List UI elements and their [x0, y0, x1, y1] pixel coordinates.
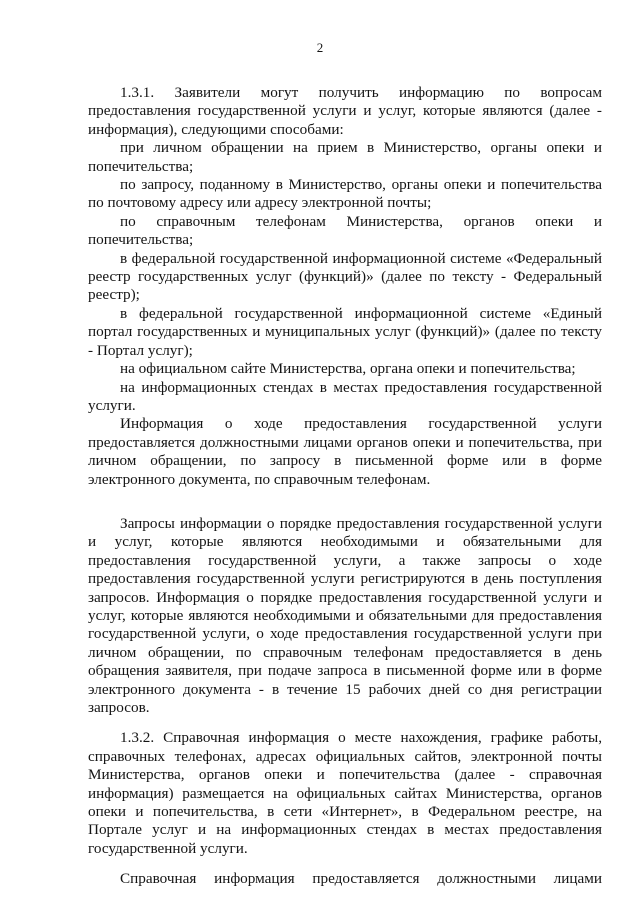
- paragraph-progress-info: Информация о ходе предоставления государственной услуги предоставляется должностными лицами органов опеки и попечительства, при личном обращении, по запросу в письменной форме или в форме электронного документа, по справочным телефонам.: [88, 415, 602, 488]
- paragraph-info-stands: на информационных стендах в местах предоставления государственной услуги.: [88, 378, 602, 414]
- paragraph-personal-visit: при личном обращении на прием в Министерство, органы опеки и попечительства;: [88, 139, 602, 175]
- paragraph-reference-info: Справочная информация предоставляется должностными лицами: [120, 870, 602, 888]
- paragraph-requests-registration: Запросы информации о порядке предоставления государственной услуги и услуг, которые являются необходимыми и обязательными для предоставления государственной услуги, а также запросы о ходе предоставления государственной услуги регистрируются в день поступления запросов. Информация о порядке предоставления государственной услуги и услуг, которые являются необходимыми и обязательными для предоставления государственной услуги, о ходе предоставления государственной услуги при личном обращении, по справочным телефонам предоставляется в день обращения заявителя, при подаче запроса в письменной форме или в форме электронного документа - в течение 15 рабочих дней со дня регистрации запросов.: [88, 514, 602, 716]
- paragraph-1-3-1: 1.3.1. Заявители могут получить информацию по вопросам предоставления государственной услуги и услуг, которые являются (далее - информация), следующими способами:: [88, 84, 602, 138]
- document-body: [88, 84, 602, 889]
- paragraph-services-portal: в федеральной государственной информационной системе «Единый портал государственных и муниципальных услуг (функций)» (далее по тексту - Портал услуг);: [88, 304, 602, 359]
- page-number: 2: [316, 40, 324, 55]
- paragraph-phones: по справочным телефонам Министерства, органов опеки и попечительства;: [88, 212, 602, 249]
- paragraph-request-by-mail: по запросу, поданному в Министерство, органы опеки и попечительства по почтовому адресу или адресу электронной почты;: [88, 176, 602, 212]
- paragraph-federal-registry: в федеральной государственной информационной системе «Федеральный реестр государственных услуг (функций)» (далее по тексту - Федеральный реестр);: [88, 249, 602, 304]
- paragraph-1-3-2: 1.3.2. Справочная информация о месте нахождения, графике работы, справочных телефонах, адресах официальных сайтов, электронной почты Министерства, органов опеки и попечительства (далее - справочная информация) размещается на официальных сайтах Министерства, органов опеки и попечительства, в сети «Интернет», в Федеральном реестре, на Портале услуг и на информационных стендах в местах предоставления государственной услуги.: [88, 729, 602, 857]
- paragraph-official-site: на официальном сайте Министерства, органа опеки и попечительства;: [120, 360, 576, 378]
